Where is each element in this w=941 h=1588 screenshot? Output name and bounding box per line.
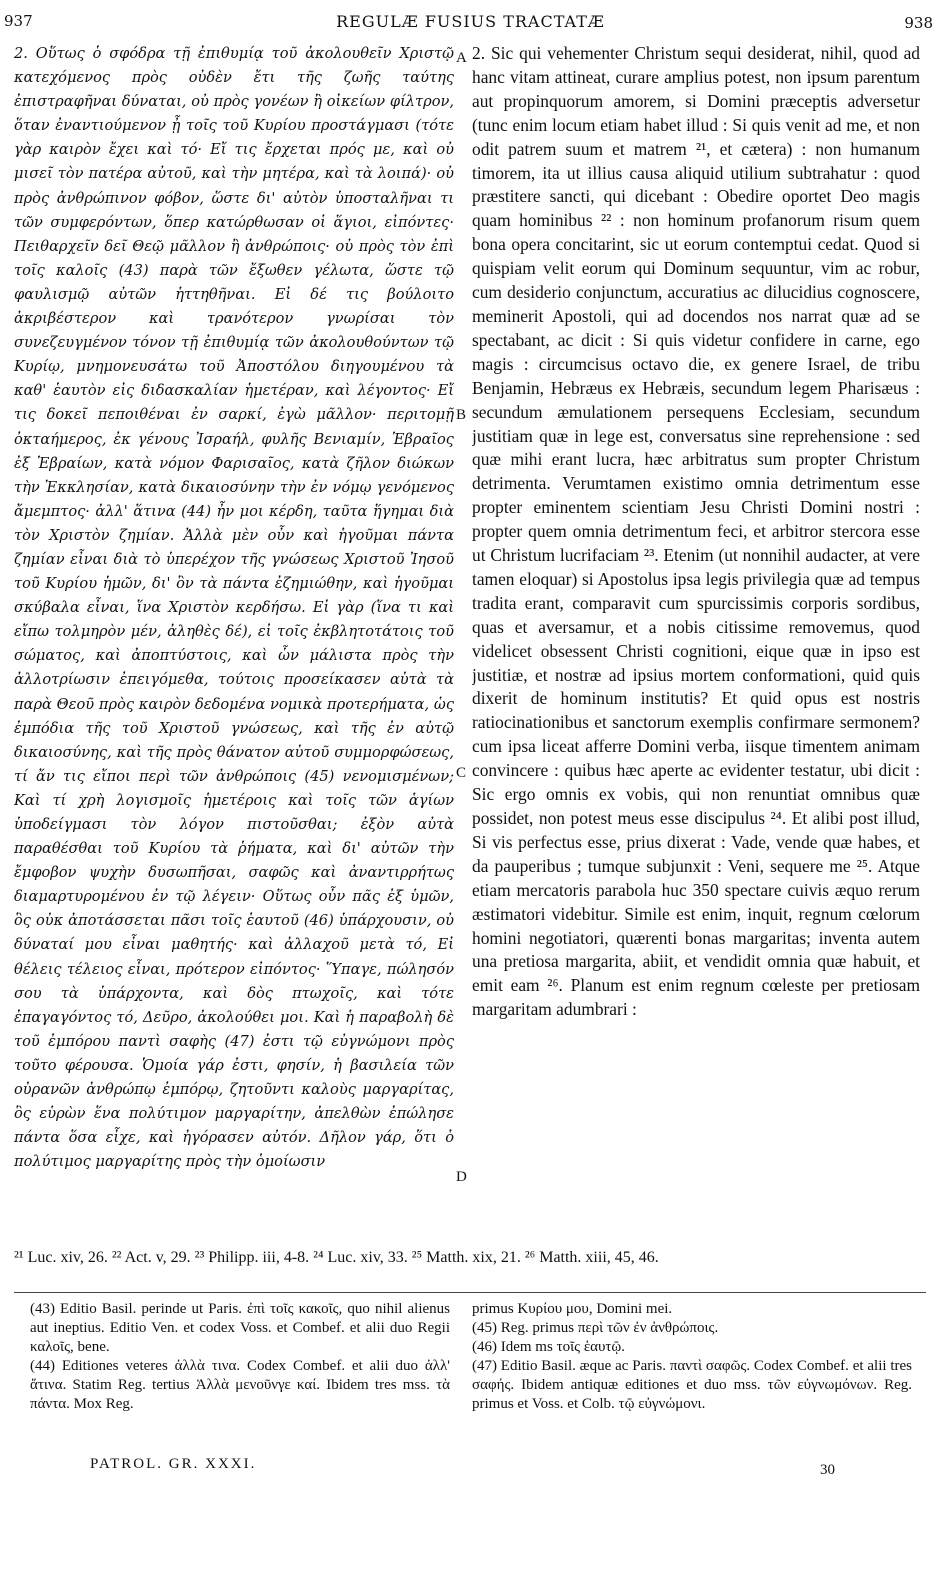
margin-letter-b: B: [456, 407, 467, 423]
footer-signature: 30: [820, 1462, 835, 1478]
page-number-right: 938: [904, 14, 933, 32]
margin-letter-a: A: [456, 50, 467, 66]
page-header: [0, 0, 941, 40]
latin-column: [472, 42, 920, 1242]
footer-volume: PATROL. GR. XXXI.: [90, 1456, 257, 1472]
note-45: (45) Reg. primus περὶ τῶν ἐν ἀνθρώποις.: [472, 1320, 719, 1336]
notes-left-column: [30, 1300, 450, 1414]
greek-text: 2. Οὕτως ὁ σφόδρα τῇ ἐπιθυμίᾳ τοῦ ἀκολουθεῖν Χριστῷ κατεχόμενος πρὸς οὐδὲν ἔτι τῆς ζωῆς ταύτης ἐπιστραφῆναι δύναται, οὐ πρὸς γονέων ἢ οἰκείων φίλτρον, ὅταν ἐναντιούμενον ᾖ τοῖς τοῦ Κυρίου προστάγμασι (τότε γὰρ καιρὸν ἔχει καὶ τό· Εἴ τις ἔρχεται πρός με, καὶ οὐ μισεῖ τὸν πατέρα αὐτοῦ, καὶ τὴν μητέρα, καὶ τὰ λοιπά)· οὐ πρὸς ἀνθρώπινον φόβον, ὥστε δι' αὐτὸν ὑποσταλῆναι τι τῶν συμφερόντων, ὅπερ κατώρθωσαν οἱ ἅγιοι, εἰπόντες· Πειθαρχεῖν δεῖ Θεῷ μᾶλλον ἢ ἀνθρώποις· οὐ πρὸς τὸν ἐπὶ τοῖς καλοῖς (43) παρὰ τῶν ἔξωθεν γέλωτα, ὥστε τῷ φαυλισμῷ αὐτῶν ἡττηθῆναι. Εἰ δέ τις βούλοιτο ἀκριβέστερον καὶ τρανότερον γνωρίσαι τὸν συνεζευγμένον τόνον τῇ ἐπιθυμίᾳ τῶν ἀκολουθούντων τῷ Κυρίῳ, μνημονευσάτω τοῦ Ἀποστόλου διηγουμένου τὰ καθ' ἑαυτὸν εἰς διδασκαλίαν ἡμετέραν, καὶ λέγοντος· Εἴ τις δοκεῖ πεποιθέναι ἐν σαρκί, ἐγὼ μᾶλλον· περιτομῇ ὀκταήμερος, ἐκ γένους Ἰσραήλ, φυλῆς Βενιαμίν, Ἑβραῖος ἐξ Ἑβραίων, κατὰ νόμον Φαρισαῖος, κατὰ ζῆλον διώκων τὴν Ἐκκλησίαν, κατὰ δικαιοσύνην τὴν ἐν νόμῳ γενόμενος ἄμεμπτος· ἀλλ' ἅτινα (44) ἦν μοι κέρδη, ταῦτα ἥγημαι διὰ τὸν Χριστὸν ζημίαν. Ἀλλὰ μὲν οὖν καὶ ἡγοῦμαι πάντα ζημίαν εἶναι διὰ τὸ ὑπερέχον τῆς γνώσεως Χριστοῦ Ἰησοῦ τοῦ Κυρίου ἡμῶν, δι' ὃν τὰ πάντα ἐζημιώθην, καὶ ἡγοῦμαι σκύβαλα εἶναι, ἵνα Χριστὸν κερδήσω. Εἰ γὰρ (ἵνα τι καὶ εἴπω τολμηρὸν μέν, ἀληθὲς δέ), εἰ τοῖς ἐκβλητοτάτοις τοῦ σώματος, καὶ ἀποπτύστοις, καὶ ὧν μάλιστα πρὸς τὴν ἀλλοτρίωσιν ἐπειγόμεθα, τούτοις προσείκασεν αὐτὰ τὰ παρὰ Θεοῦ πρὸς καιρὸν δεδομένα νομικὰ προτερήματα, ὡς ἐμπόδια τῆς τοῦ Χριστοῦ γνώσεως, καὶ τῆς ἐν αὐτῷ δικαιοσύνης, καὶ τῆς πρὸς θάνατον αὐτοῦ συμμορφώσεως, τί ἄν τις εἴποι περὶ τῶν ἀνθρώποις (45) νενομισμένων; Καὶ τί χρὴ λογισμοῖς ἡμετέροις καὶ τοῖς τῶν ἁγίων ὑποδείγμασι τὸν λόγον πιστοῦσθαι; ἐξὸν αὐτὰ παραθέσθαι τοῦ Κυρίου τὰ ῥήματα, καὶ δι' αὐτῶν τὴν ἔμφοβον ψυχὴν δυσωπῆσαι, σαφῶς καὶ ἀναντιρρήτως διαμαρτυρομένου ἐν τῷ λέγειν· Οὕτως οὖν πᾶς ἐξ ὑμῶν, ὃς οὐκ ἀποτάσσεται πᾶσι τοῖς ἑαυτοῦ (46) ὑπάρχουσιν, οὐ δύναταί μου εἶναι μαθητής· καὶ ἀλλαχοῦ μετὰ τό, Εἰ θέλεις τέλειος εἶναι, πρότερον εἰπόντος· Ὕπαγε, πώλησόν σου τὰ ὑπάρχοντα, καὶ δὸς πτωχοῖς, καὶ τότε ἐπαγαγόντος τό, Δεῦρο, ἀκολούθει μοι. Καὶ ἡ παραβολὴ δὲ τοῦ ἐμπόρου παντὶ σαφὴς (47) ἐστι τῷ εὐγνώμονι πρὸς τοῦτο φέρουσα. Ὁμοία γάρ ἐστι, φησίν, ἡ βασιλεία τῶν οὐρανῶν ἀνθρώπῳ ἐμπόρῳ, ζητοῦντι καλοὺς μαργαρίτας, ὃς εὑρὼν ἕνα πολύτιμον μαργαρίτην, ἀπελθὼν ἐπώλησε πάντα ὅσα εἶχε, καὶ ἠγόρασεν αὐτόν. Δῆλον γάρ, ὅτι ὁ πολύτιμος μαργαρίτης πρὸς τὴν ὁμοίωσιν: [14, 45, 454, 1171]
latin-text: 2. Sic qui vehementer Christum sequi desiderat, nihil, quod ad hanc vitam attineat, curare amplius potest, non ipsum parentum aut propinquorum amorem, si Domini præceptis adversetur (tunc enim locum etiam habet illud : Si quis venit ad me, et non odit patrem suum et matrem ²¹, et cætera) : non humanum timorem, ita ut illius causa aliquid utilium subtrahatur : quod præstitere sancti, qui dicebant : Obedire oportet Deo magis quam hominibus ²² : non hominum profanorum risum quem bona opera concitarint, sic ut eorum contemptui cedat. Quod si quispiam velit eorum qui Dominum sequuntur, vim ac robur, cum desiderio conjunctum, accuratius ac dilucidius cognoscere, meminerit Apostoli, qui ad docendos nos narrat quæ ad se spectabant, ac dicit : Si quis videtur confidere in carne, ego magis : circumcisus octavo die, ex genere Israel, de tribu Benjamin, Hebræus ex Hebræis, secundum legem Pharisæus : secundum æmulationem persequens Ecclesiam, secundum justitiam quæ in lege est, conversatus sine reprehensione : sed quæ mihi erant lucra, hæc arbitratus sum propter Christum detrimenta. Verumtamen existimo omnia detrimentum esse propter eminentem scientiam Jesu Christi Domini nostri : propter quem omnia detrimentum feci, et arbitror stercora esse ut Christum lucrifaciam ²³. Etenim (ut nonnihil audacter, at vere tamen eloquar) si Apostolus ipsa legis privilegia quæ ad tempus tradita erant, comparavit cum spurcissimis corporis sordibus, quas et aversamur, et a nobis citissime removemus, quod videlicet obsessent Christi cognitioni, eique quæ in ipso est justitiæ, et nostræ ad ipsius mortem conformationi, quid quis dixerit de hominum institutis? Et quid opus est nostris ratiocinationibus et sanctorum exemplis confirmare sermonem? cum ipsa liceat afferre Domini verba, iisque timentem animam convincere : quibus hæc aperte ac evidenter testatur, ubi dicit : Sic ergo omnis ex vobis, qui non renuntiat omnibus quæ possidet, non potest meus esse discipulus ²⁴. Et alibi post illud, Si vis perfectus esse, prius dixerat : Vade, vende quæ habes, et da pauperibus ; tumque subjunxit : Veni, sequere me ²⁵. Atque etiam mercatoris parabola huc 350 spectare cuivis æquo rerum æstimatori videbitur. Simile est enim, inquit, regnum cœlorum homini negotiatori, quærenti bonas margaritas; inventa autem una pretiosa margarita, abiit, et vendidit omnia quæ habuit, et emit eam ²⁶. Planum est enim regnum cœleste per pretiosam margaritam adumbrari :: [472, 43, 920, 1020]
running-head: REGULÆ FUSIUS TRACTATÆ: [336, 12, 605, 31]
margin-letter-c: C: [456, 765, 467, 781]
note-47: (47) Editio Basil. æque ac Paris. παντὶ σαφῶς. Codex Combef. et alii tres σαφής. Ibidem antiquæ editiones et duo mss. τῶν εὐγνωμόνων. Reg. primus et Voss. et Colb. τῷ εὐγνώμονι.: [472, 1358, 912, 1412]
notes-divider: [14, 1292, 926, 1293]
page-number-left: 937: [4, 12, 33, 30]
note-44-continued: primus Κυρίου μου, Domini mei.: [472, 1301, 673, 1317]
note-44: (44) Editiones veteres ἀλλὰ τινα. Codex Combef. et alii duo ἀλλ' ἅτινα. Statim Reg. tertius Ἀλλὰ μενοῦνγε καί. Ibidem tres mss. τὰ πάντα. Mox Reg.: [30, 1358, 450, 1412]
notes-right-column: [472, 1300, 912, 1414]
note-43: (43) Editio Basil. perinde ut Paris. ἐπὶ τοῖς κακοῖς, quo nihil alienus aut ineptius. Editio Ven. et codex Voss. et Combef. et alii duo Regii καλοῖς, bene.: [30, 1301, 450, 1355]
note-46: (46) Idem ms τοῖς ἑαυτῷ.: [472, 1339, 626, 1355]
scripture-references: ²¹ Luc. xiv, 26. ²² Act. v, 29. ²³ Philipp. iii, 4-8. ²⁴ Luc. xiv, 33. ²⁵ Matth. xix, 21. ²⁶ Matth. xiii, 45, 46.: [14, 1249, 659, 1266]
greek-column: [14, 42, 454, 1237]
margin-letter-d: D: [456, 1169, 467, 1185]
